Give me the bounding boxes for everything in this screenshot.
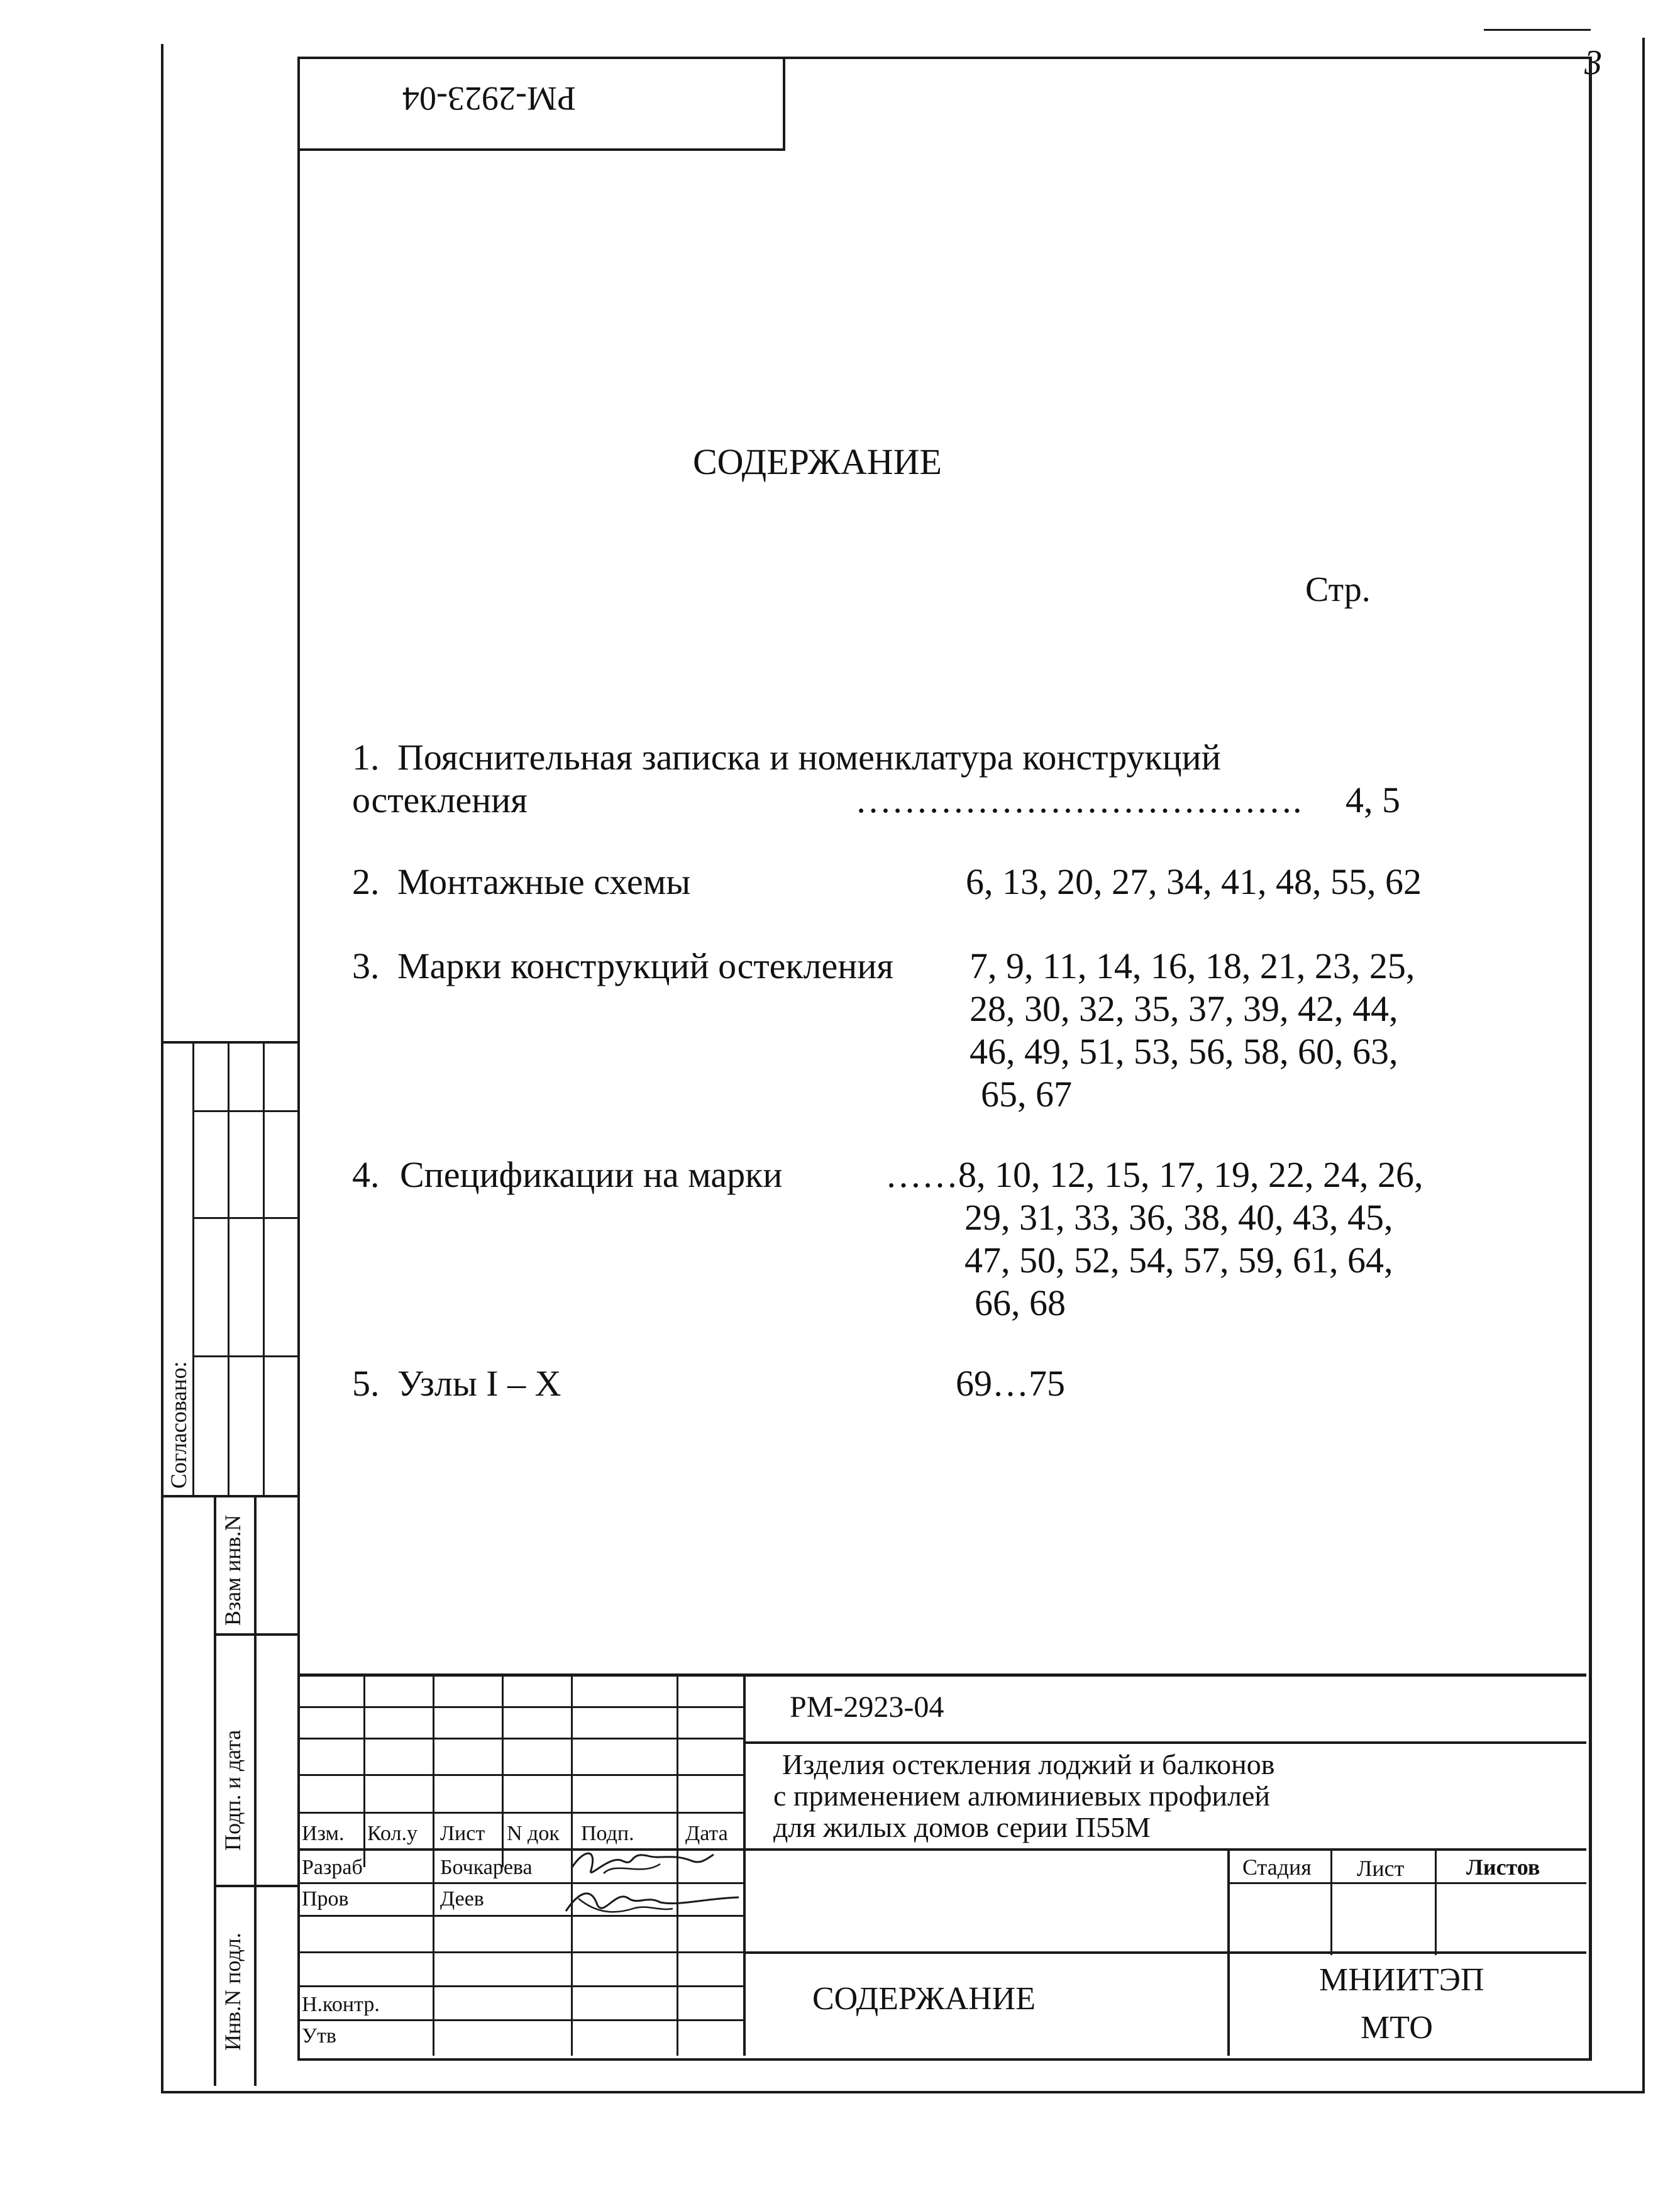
tb-col-header-sheet: Лист	[440, 1822, 485, 1845]
left-strip-inner-col-2	[254, 1495, 257, 2086]
tb-col-header-change: Изм.	[302, 1822, 345, 1845]
toc-item-1-leader: ……………………………….	[855, 780, 1302, 820]
tb-lower-row-line	[743, 1951, 1586, 1954]
agreed-col-2	[228, 1041, 229, 1496]
agreed-col-1	[192, 1041, 194, 1496]
toc-item-1-title: Пояснительная записка и номенклатура конструкций	[397, 737, 1221, 778]
tb-name-checker: Деев	[440, 1887, 484, 1911]
tb-org-line1: МНИИТЭП	[1319, 1962, 1484, 1998]
left-strip-divider-3	[214, 1885, 297, 1887]
left-strip-divider-2	[214, 1633, 297, 1636]
tb-col-header-docno: N док	[507, 1822, 560, 1845]
tb-top-line	[297, 1673, 1586, 1677]
agreed-col-3	[263, 1041, 265, 1496]
sheet-number-rule	[1484, 29, 1591, 31]
tb-grid-col-6	[743, 1673, 746, 2056]
toc-item-2-number: 2.	[352, 861, 380, 902]
top-stamp-code: РМ-2923-04	[402, 80, 577, 118]
tb-col-header-sign: Подп.	[581, 1822, 634, 1845]
tb-document-code: РМ-2923-04	[790, 1690, 944, 1724]
tb-grid-row-2	[297, 1738, 744, 1740]
tb-role-developer: Разраб	[302, 1856, 363, 1879]
toc-item-4-number: 4.	[352, 1154, 380, 1195]
tb-stage-col-1	[1330, 1848, 1332, 1955]
signature-checker	[553, 1880, 742, 1924]
tb-grid-col-2	[433, 1673, 434, 2056]
toc-item-4-leader: ……	[885, 1154, 958, 1195]
tb-code-row-line	[743, 1741, 1586, 1744]
tb-description-line1: Изделия остекления лоджий и балконов	[782, 1748, 1275, 1780]
toc-item-4-pages-line1: 8, 10, 12, 15, 17, 19, 22, 24, 26,	[958, 1154, 1423, 1195]
page-column-label: Стр.	[1305, 570, 1371, 609]
toc-item-4-pages-line4: 66, 68	[975, 1282, 1066, 1323]
tb-col-header-date: Дата	[685, 1822, 728, 1845]
outer-bottom-edge	[161, 2091, 1645, 2093]
toc-item-3-pages-line3: 46, 49, 51, 53, 56, 58, 60, 63,	[970, 1031, 1398, 1072]
left-strip-agreed: Согласовано:	[166, 1361, 191, 1489]
tb-org-line2: МТО	[1361, 2010, 1433, 2046]
tb-sheet-title: СОДЕРЖАНИЕ	[812, 1981, 1036, 2017]
tb-grid-col-3	[502, 1673, 504, 1867]
tb-stage-col-2	[1435, 1848, 1437, 1955]
agreed-row-3	[192, 1355, 297, 1357]
left-strip-inner-col	[214, 1495, 216, 2086]
tb-role-norm-control: Н.контр.	[302, 1993, 380, 2016]
tb-grid-row-1	[297, 1706, 744, 1708]
toc-item-3-pages-line1: 7, 9, 11, 14, 16, 18, 21, 23, 25,	[970, 946, 1415, 986]
left-strip-sign-date: Подп. и дата	[220, 1729, 245, 1851]
tb-grid-row-3	[297, 1774, 744, 1776]
agreed-row-2	[192, 1217, 297, 1219]
tb-stage-label: Стадия	[1242, 1855, 1312, 1880]
sheet-number: 3	[1584, 43, 1602, 82]
tb-mid-row-line	[743, 1848, 1586, 1851]
tb-role-approver: Утв	[302, 2024, 336, 2048]
toc-item-1-title-cont: остекления	[352, 780, 528, 820]
tb-col-header-count: Кол.у	[367, 1822, 418, 1845]
toc-item-2-pages: 6, 13, 20, 27, 34, 41, 48, 55, 62	[966, 861, 1422, 902]
toc-item-5-number: 5.	[352, 1363, 380, 1404]
left-strip-inv-orig: Инв.N подл.	[220, 1933, 245, 2051]
toc-item-2-title: Монтажные схемы	[397, 861, 691, 902]
tb-grid-col-1	[363, 1673, 365, 1867]
tb-description-line2: с применением алюминиевых профилей	[773, 1780, 1271, 1812]
toc-item-4-pages-line2: 29, 31, 33, 36, 38, 40, 43, 45,	[964, 1197, 1393, 1238]
agreed-row-1	[192, 1110, 297, 1112]
left-strip-divider-1	[161, 1495, 297, 1497]
tb-grid-row-4	[297, 1812, 744, 1814]
tb-stage-row-line	[1227, 1882, 1586, 1884]
tb-role-checker: Пров	[302, 1887, 349, 1911]
tb-grid-row-9	[297, 1985, 744, 1987]
toc-item-5-pages: 69…75	[956, 1363, 1065, 1404]
outer-right-edge	[1642, 38, 1645, 2093]
toc-item-3-pages-line2: 28, 30, 32, 35, 37, 39, 42, 44,	[970, 988, 1398, 1029]
toc-item-4-pages-line3: 47, 50, 52, 54, 57, 59, 61, 64,	[964, 1240, 1393, 1281]
tb-sheet-label: Лист	[1357, 1856, 1405, 1881]
left-strip-replace-inv: Взам инв.N	[220, 1514, 245, 1626]
tb-grid-row-8	[297, 1951, 744, 1953]
toc-item-3-pages-line4: 65, 67	[981, 1074, 1072, 1115]
toc-item-1-pages: 4, 5	[1346, 780, 1400, 820]
toc-item-5-title: Узлы I – X	[397, 1363, 561, 1404]
tb-grid-row-10	[297, 2019, 744, 2021]
tb-sheets-label: Листов	[1466, 1855, 1540, 1880]
toc-item-3-title: Марки конструкций остекления	[397, 946, 894, 986]
tb-name-developer: Бочкарева	[440, 1856, 533, 1879]
tb-description-line3: для жилых домов серии П55М	[773, 1811, 1151, 1843]
page-title: СОДЕРЖАНИЕ	[693, 441, 942, 482]
toc-item-3-number: 3.	[352, 946, 380, 986]
toc-item-1-number: 1.	[352, 737, 380, 778]
toc-item-4-title: Спецификации на марки	[400, 1154, 783, 1195]
